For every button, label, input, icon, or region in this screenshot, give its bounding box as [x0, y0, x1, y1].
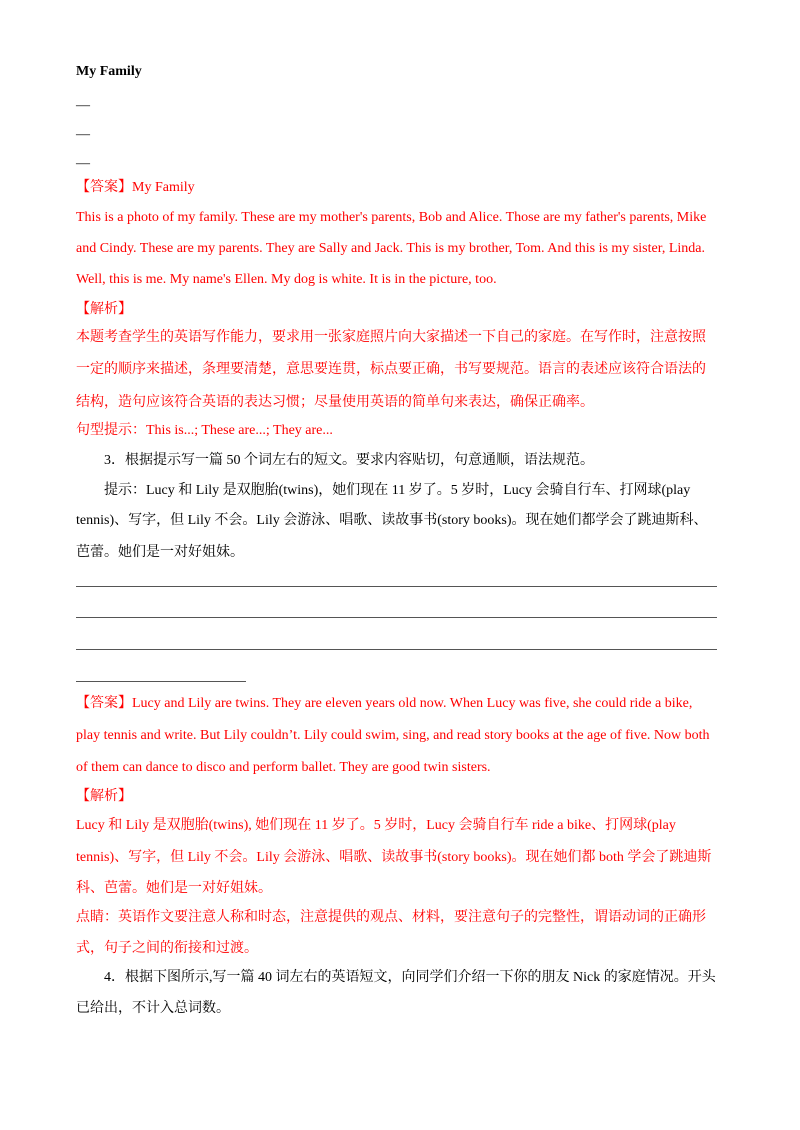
analysis-text-line: 一定的顺序来描述，条理要清楚，意思要连贯，标点要正确，书写要规范。语言的表述应该符合语法的 — [76, 362, 706, 377]
question-3-hint-line: 提示：Lucy 和 Lily 是双胞胎(twins)，她们现在 11 岁了。5 岁时，Lucy 会骑自行车、打网球(play — [104, 483, 691, 498]
sentence-pattern-hint: 句型提示：This is...; These are...; They are... — [76, 423, 333, 438]
answer-writing-line — [76, 617, 717, 618]
answer-title: My Family — [132, 180, 195, 195]
question-3-hint-line: tennis)、写字，但 Lily 不会。Lily 会游泳、唱歌、读故事书(story books)。现在她们都学会了跳迪斯科、 — [76, 513, 708, 528]
answer-writing-line — [76, 649, 717, 650]
blank-dash-line: — — [76, 98, 90, 113]
answer-tag: 【答案】 — [76, 180, 132, 195]
answer-text-line: This is a photo of my family. These are my mother's parents, Bob and Alice. Those are my father's parents, Mike — [76, 210, 707, 225]
analysis-text-line: 科、芭蕾。她们是一对好姐妹。 — [76, 881, 272, 896]
essay-title: My Family — [76, 64, 142, 79]
analysis-text-line: tennis)、写字，但 Lily 不会。Lily 会游泳、唱歌、读故事书(story books)。现在她们都 both 学会了跳迪斯 — [76, 850, 712, 865]
answer-writing-line — [76, 586, 717, 587]
answer-text-line: and Cindy. These are my parents. They are Sally and Jack. This is my brother, Tom. And this is my sister, Linda. — [76, 241, 705, 256]
blank-dash-line: — — [76, 156, 90, 171]
answer-heading — [76, 178, 195, 198]
question-3-prompt: 3．根据提示写一篇 50 个词左右的短文。要求内容贴切，句意通顺，语法规范。 — [104, 453, 594, 468]
answer-text-line: of them can dance to disco and perform ballet. They are good twin sisters. — [76, 760, 491, 775]
analysis-text-line: Lucy 和 Lily 是双胞胎(twins), 她们现在 11 岁了。5 岁时，Lucy 会骑自行车 ride a bike、打网球(play — [76, 818, 676, 833]
tip-text-line: 点睛：英语作文要注意人称和时态，注意提供的观点、材料，要注意句子的完整性，谓语动词的正确形 — [76, 910, 706, 925]
question-4-prompt-line: 已给出，不计入总词数。 — [76, 1001, 230, 1016]
answer-text-line — [76, 694, 692, 714]
question-4-prompt: 4．根据下图所示,写一篇 40 词左右的英语短文，向同学们介绍一下你的朋友 Nick 的家庭情况。开头 — [104, 970, 716, 985]
analysis-tag: 【解析】 — [76, 302, 132, 317]
answer-text-line: play tennis and write. But Lily couldn’t. Lily could swim, sing, and read story books at the age of five. Now both — [76, 728, 710, 743]
answer-writing-line — [76, 681, 246, 682]
blank-dash-line: — — [76, 127, 90, 142]
analysis-text-line: 结构，造句应该符合英语的表达习惯；尽量使用英语的简单句来表达，确保正确率。 — [76, 395, 594, 410]
question-3-hint-line: 芭蕾。她们是一对好姐妹。 — [76, 545, 244, 560]
answer-tag: 【答案】 — [76, 696, 132, 711]
analysis-tag: 【解析】 — [76, 789, 132, 804]
answer-text-line: Well, this is me. My name's Ellen. My dog is white. It is in the picture, too. — [76, 272, 497, 287]
tip-text-line: 式，句子之间的衔接和过渡。 — [76, 941, 258, 956]
answer-text: Lucy and Lily are twins. They are eleven years old now. When Lucy was five, she could ride a bike, — [132, 696, 693, 711]
analysis-text-line: 本题考查学生的英语写作能力，要求用一张家庭照片向大家描述一下自己的家庭。在写作时，注意按照 — [76, 330, 706, 345]
